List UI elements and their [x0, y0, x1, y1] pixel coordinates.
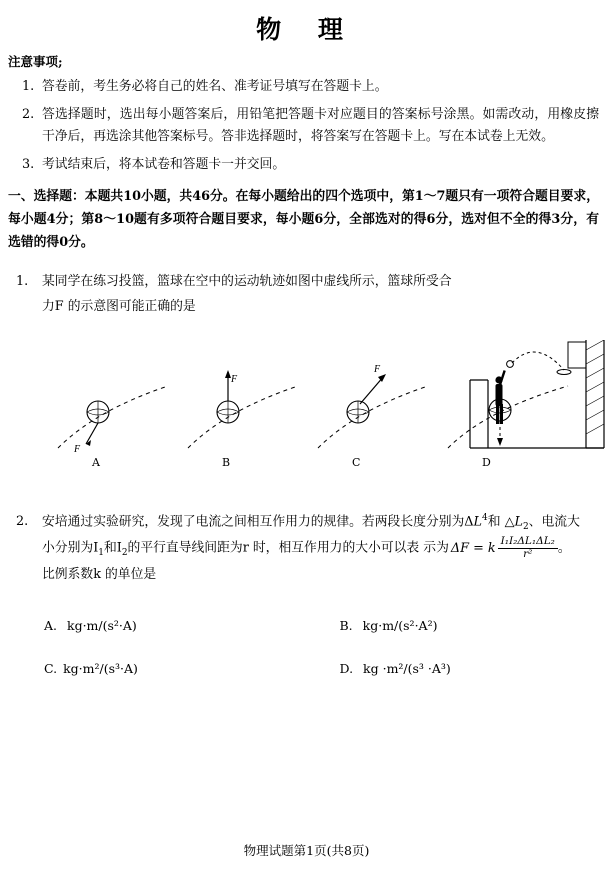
- question-2-l1: L: [473, 514, 483, 530]
- notice-2-text: 答选择题时，选出每小题答案后，用铅笔把答题卡对应题目的答案标号涂黑。如需改动，用橡皮擦干净后，再选涂其他答案标号。答非选择题时，将答案写在答题卡上。写在本试卷上无效。: [42, 107, 599, 144]
- question-2-sub-4: 2: [121, 548, 128, 559]
- question-1-option-figures: [0, 362, 613, 472]
- question-2-sub-2: 2: [522, 522, 529, 533]
- question-2-sub-3: 1: [98, 548, 104, 559]
- question-2-text-part-6: 。比例系数k 的单位是: [42, 541, 571, 583]
- svg-text:F: F: [231, 374, 238, 386]
- question-2-sup-1: 4: [482, 513, 488, 524]
- option-label-b: B: [222, 456, 231, 470]
- option-label-d: D: [482, 456, 491, 470]
- notice-1-text: 答卷前，考生务必将自己的姓名、准考证号填写在答题卡上。: [42, 79, 388, 94]
- choice-d[interactable]: [304, 661, 600, 676]
- option-figure-b: [186, 362, 306, 462]
- question-1-text: 某同学在练习投篮，篮球在空中的运动轨迹如图中虚线所示，篮球所受合力F 的示意图可能正确的是: [42, 274, 452, 315]
- notice-3-number: 3.: [22, 157, 35, 172]
- notice-3-text: 考试结束后，将本试卷和答题卡一并交回。: [42, 157, 286, 172]
- section-label: 一、选择题：: [8, 189, 85, 204]
- choice-c-label: C.: [44, 660, 58, 676]
- option-figure-c: [316, 362, 436, 462]
- choice-b-text: kg·m/(s²·A²): [362, 617, 438, 633]
- choice-c[interactable]: [8, 661, 304, 676]
- question-2-text-part-2: 和 △: [487, 514, 515, 530]
- choice-a-label: A.: [44, 617, 58, 633]
- question-1: [8, 270, 599, 320]
- choice-d-text: kg ·m²/(s³ ·A³): [363, 660, 451, 676]
- choice-d-label: D.: [339, 660, 354, 676]
- notice-item-1: [8, 76, 599, 98]
- formula-lhs: ΔF = k: [450, 541, 496, 557]
- choice-row-2: [8, 661, 599, 676]
- choice-b-label: B.: [339, 617, 353, 633]
- choice-row-1: [8, 618, 599, 633]
- question-2-number: 2.: [16, 514, 29, 530]
- option-figure-d: [446, 362, 576, 462]
- question-1-number: 1.: [16, 274, 29, 290]
- section-text-2: 在每小题给出的四个选项中，第1～7题只有一项符合题目要求，每小题4分；第8～10题有多项符合题目要求，每小题6分，全部选对的得6分，选对但不全的得3分，有选错的得0分。: [8, 189, 599, 250]
- exam-page: [0, 10, 613, 873]
- choice-b[interactable]: [304, 618, 600, 633]
- question-2-l2: L: [514, 514, 523, 530]
- section-heading: [8, 186, 599, 254]
- question-2: [8, 510, 599, 588]
- question-2-text-part-3: 、电流大小分别为I: [42, 514, 580, 557]
- svg-text:F: F: [74, 444, 81, 456]
- question-2-text-part-5: 的平行直导线间距为r 时，相互作用力的大小可以表 示为: [127, 541, 449, 557]
- notice-item-2: [8, 104, 599, 148]
- notice-2-number: 2.: [22, 107, 35, 122]
- section-text-1: 本题共10小题，共46分。: [84, 189, 236, 204]
- notice-item-3: [8, 154, 599, 176]
- option-figure-a: [56, 362, 176, 462]
- formula-denominator: r²: [523, 548, 533, 561]
- option-label-c: C: [352, 456, 361, 470]
- page-footer: 物理试题第1页(共8页): [243, 843, 370, 858]
- formula-numerator: I₁I₂ΔL₁ΔL₂: [498, 536, 558, 549]
- question-2-text-part-1: 安培通过实验研究，发现了电流之间相互作用力的规律。若两段长度分别为Δ: [42, 514, 474, 530]
- question-2-text-part-4: 和I: [103, 541, 122, 557]
- choice-a[interactable]: [8, 618, 304, 633]
- notice-1-number: 1.: [22, 79, 35, 94]
- choice-a-text: kg·m/(s²·A): [67, 617, 137, 633]
- formula-fraction: [498, 536, 558, 560]
- page-title: 物 理: [256, 15, 357, 44]
- notice-heading: 注意事项;: [8, 54, 63, 69]
- option-label-a: A: [92, 456, 100, 470]
- svg-text:F: F: [374, 364, 381, 376]
- question-2-choices: [8, 618, 599, 676]
- choice-c-text: kg·m²/(s³·A): [63, 660, 138, 676]
